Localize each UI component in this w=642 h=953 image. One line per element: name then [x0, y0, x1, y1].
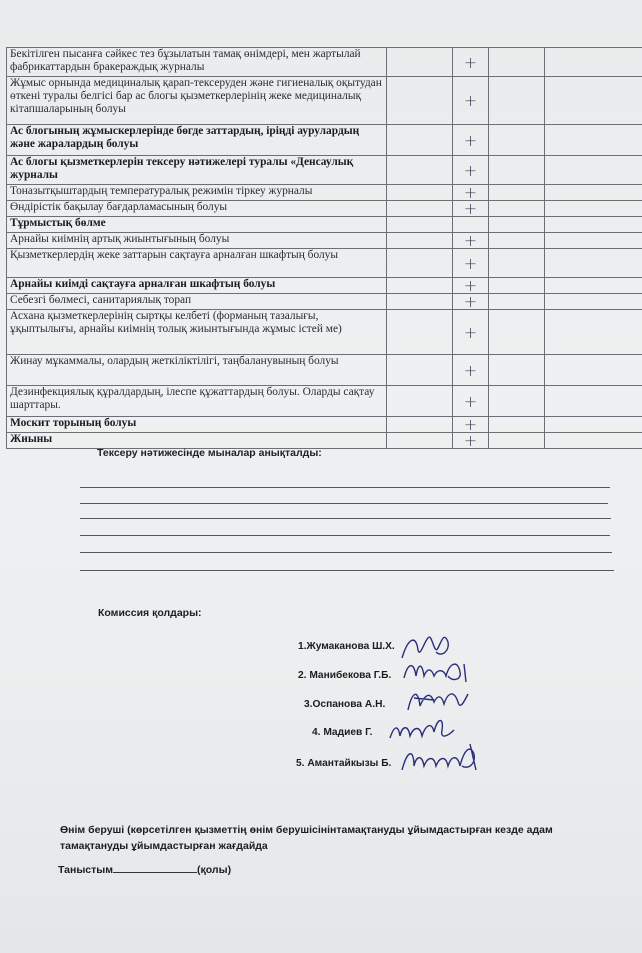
checklist-cell-empty[interactable]: [489, 185, 545, 201]
checklist-row: [7, 386, 642, 417]
commission-heading: Комиссия қолдары:: [98, 607, 202, 619]
findings-heading: Тексеру нәтижесінде мыналар анықталды:: [97, 447, 322, 459]
checklist-item-text: Ас блогының жұмыскерлерінде бөгде заттардың, іріңді аурулардың және жаралардың болуы: [7, 125, 387, 156]
acquaintance-line: [58, 863, 231, 876]
commission-member: 4. Мадиев Г.: [312, 727, 373, 738]
checklist-row: [7, 310, 642, 355]
checklist-mark[interactable]: +: [453, 386, 489, 417]
commission-member: 5. Амантайкызы Б.: [296, 758, 392, 769]
checklist-item-text: Асхана қызметкерлерінің сыртқы келбеті (форманың тазалығы, ұқыптылығы, арнайы киімнің толық жиынтығында жұмыс істей ме): [7, 310, 387, 355]
checklist-cell-empty[interactable]: [489, 417, 545, 433]
checklist-cell-empty[interactable]: [387, 185, 453, 201]
checklist-item-text: Жинау мұкаммалы, олардың жеткіліктілігі, таңбаланувының болуы: [7, 355, 387, 386]
checklist-cell-empty[interactable]: [489, 156, 545, 185]
checklist-row: [7, 233, 642, 249]
checklist-cell-empty[interactable]: [387, 310, 453, 355]
checklist-row: [7, 417, 642, 433]
checklist-mark[interactable]: +: [453, 201, 489, 217]
checklist-cell-empty[interactable]: [545, 233, 642, 249]
checklist-cell-empty[interactable]: [387, 233, 453, 249]
checklist-cell-empty[interactable]: [387, 125, 453, 156]
checklist-mark[interactable]: +: [453, 48, 489, 77]
checklist-cell-empty[interactable]: [489, 217, 545, 233]
checklist-cell-empty[interactable]: [489, 77, 545, 125]
checklist-row: [7, 156, 642, 185]
checklist-cell-empty[interactable]: [387, 156, 453, 185]
checklist-cell-empty[interactable]: [545, 185, 642, 201]
checklist-cell-empty[interactable]: [545, 310, 642, 355]
checklist-cell-empty[interactable]: [489, 310, 545, 355]
checklist-cell-empty[interactable]: [387, 417, 453, 433]
checklist-row: [7, 125, 642, 156]
checklist-item-text: Жұмыс орнында медициналық қарап-тексеруден және гигиеналық оқытудан өткені туралы белгісі бар ас блогы қызметкерлерінің жеке медициналық кітапшаларының болуы: [7, 77, 387, 125]
checklist-item-text: Өндірістік бақылау бағдарламасының болуы: [7, 201, 387, 217]
checklist-cell-empty[interactable]: [387, 77, 453, 125]
checklist-item-text: Арнайы киімді сақтауға арналған шкафтың болуы: [7, 278, 387, 294]
checklist-cell-empty[interactable]: [545, 156, 642, 185]
findings-line[interactable]: [80, 503, 608, 504]
checklist-mark[interactable]: +: [453, 278, 489, 294]
checklist-row: [7, 77, 642, 125]
signature-5: [398, 740, 488, 780]
checklist-item-text: Дезинфекциялық құралдардың, ілеспе құжаттардың болуы. Оларды сақтау шарттары.: [7, 386, 387, 417]
checklist-cell-empty[interactable]: [545, 278, 642, 294]
checklist-mark[interactable]: +: [453, 355, 489, 386]
checklist-cell-empty[interactable]: [387, 249, 453, 278]
findings-line[interactable]: [80, 552, 612, 553]
checklist-mark[interactable]: +: [453, 433, 489, 449]
checklist-row: [7, 48, 642, 77]
signature-blank[interactable]: [113, 863, 197, 873]
checklist-cell-empty[interactable]: [489, 278, 545, 294]
checklist-item-text: Себезгі бөлмесі, санитариялық торап: [7, 294, 387, 310]
checklist-mark[interactable]: +: [453, 156, 489, 185]
checklist-cell-empty[interactable]: [489, 233, 545, 249]
checklist-item-text: Ас блогы қызметкерлерін тексеру нәтижелері туралы «Денсаулық журналы: [7, 156, 387, 185]
checklist-cell-empty[interactable]: [545, 249, 642, 278]
checklist-cell-empty[interactable]: [387, 217, 453, 233]
checklist-cell-empty[interactable]: [387, 278, 453, 294]
acquaintance-label: Таныстым: [58, 864, 114, 876]
checklist-row: [7, 278, 642, 294]
findings-line[interactable]: [80, 535, 610, 536]
checklist-item-text: Арнайы киімнің артық жиынтығының болуы: [7, 233, 387, 249]
checklist-cell-empty[interactable]: [387, 294, 453, 310]
checklist-cell-empty[interactable]: [489, 386, 545, 417]
checklist-item-text: Бекітілген пысанға сәйкес тез бұзылатын тамақ өнімдері, мен жартылай фабрикаттардын бракераждық журналы: [7, 48, 387, 77]
checklist-mark[interactable]: +: [453, 233, 489, 249]
inspection-checklist-table: [6, 47, 642, 449]
checklist-cell-empty[interactable]: [387, 433, 453, 449]
findings-line[interactable]: [80, 518, 611, 519]
findings-line[interactable]: [80, 570, 614, 571]
checklist-item-text: Тоназытқыштардың температуралық режимін тіркеу журналы: [7, 185, 387, 201]
checklist-cell-empty[interactable]: [387, 201, 453, 217]
checklist-cell-empty[interactable]: [489, 125, 545, 156]
signature-caption: (қолы): [197, 864, 232, 876]
checklist-cell-empty[interactable]: [545, 201, 642, 217]
checklist-cell-empty[interactable]: [387, 386, 453, 417]
checklist-item-text: Жиыны: [7, 433, 387, 449]
checklist-row: [7, 294, 642, 310]
checklist-cell-empty[interactable]: [489, 433, 545, 449]
checklist-cell-empty[interactable]: [489, 294, 545, 310]
checklist-row: [7, 217, 642, 233]
findings-line[interactable]: [80, 487, 610, 488]
checklist-cell-empty[interactable]: [387, 355, 453, 386]
checklist-mark[interactable]: +: [453, 185, 489, 201]
signature-3: [404, 682, 474, 716]
commission-member: 3.Оспанова А.Н.: [304, 699, 386, 710]
checklist-cell-empty[interactable]: [489, 201, 545, 217]
checklist-cell-empty[interactable]: [545, 48, 642, 77]
checklist-cell-empty[interactable]: [545, 386, 642, 417]
checklist-mark[interactable]: +: [453, 294, 489, 310]
checklist-cell-empty[interactable]: [489, 48, 545, 77]
checklist-cell-empty[interactable]: [489, 355, 545, 386]
checklist-mark[interactable]: +: [453, 77, 489, 125]
checklist-mark[interactable]: +: [453, 417, 489, 433]
checklist-item-text: Москит торының болуы: [7, 417, 387, 433]
checklist-row: [7, 355, 642, 386]
checklist-mark[interactable]: +: [453, 249, 489, 278]
checklist-cell-empty[interactable]: [545, 125, 642, 156]
checklist-cell-empty[interactable]: [545, 77, 642, 125]
checklist-cell-empty[interactable]: [545, 217, 642, 233]
checklist-item-text: Тұрмыстық бөлме: [7, 217, 387, 233]
checklist-cell-empty[interactable]: [545, 355, 642, 386]
checklist-row: [7, 201, 642, 217]
commission-member: 2. Манибекова Г.Б.: [298, 670, 392, 681]
checklist-mark[interactable]: +: [453, 125, 489, 156]
checklist-row: [7, 249, 642, 278]
checklist-cell-empty[interactable]: [545, 433, 642, 449]
checklist-cell-empty[interactable]: [545, 294, 642, 310]
checklist-cell-empty[interactable]: [489, 249, 545, 278]
checklist-cell-empty[interactable]: [545, 417, 642, 433]
checklist-row: [7, 185, 642, 201]
checklist-mark[interactable]: +: [453, 310, 489, 355]
checklist-item-text: Қызметкерлердің жеке заттарын сақтауға арналған шкафтың болуы: [7, 249, 387, 278]
commission-member: 1.Жумаканова Ш.Х.: [298, 641, 395, 652]
checklist-cell-empty[interactable]: [387, 48, 453, 77]
producer-note: Өнім беруші (көрсетілген қызметтің өнім берушісінінтамақтануды ұйымдастырған кезде адам тамақтануды ұйымдастырған жағдайда: [60, 824, 553, 852]
